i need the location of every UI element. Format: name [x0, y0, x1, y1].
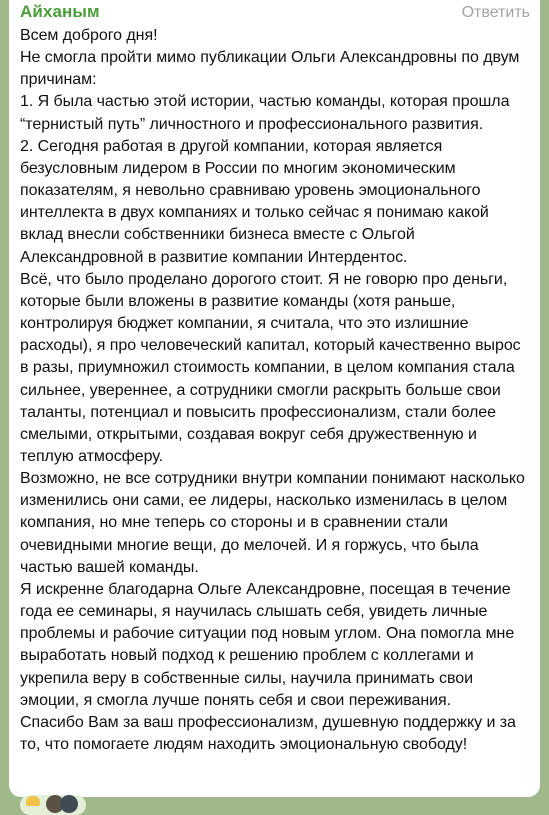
message-header [20, 2, 530, 24]
message-paragraph: Возможно, не все сотрудники внутри компании понимают насколько изменились они сами, ее лидеры, насколько изменилась в целом компания, но мне теперь со стороны и в сравнении стали очевидными многие вещи, до мелочей. И я горжусь, что была частью вашей команды. [20, 470, 525, 576]
message-paragraph: Спасибо Вам за ваш профессионализм, душевную поддержку и за то, что помогаете людям находить эмоциональную свободу! [20, 713, 516, 753]
thumbs-up-icon [26, 796, 40, 806]
message-paragraph: 1. Я была частью этой истории, частью команды, которая прошла “тернистый путь” личностного и профессионального развития. [20, 93, 510, 133]
reaction-pill[interactable] [20, 795, 86, 815]
reactions-bar[interactable] [20, 795, 90, 811]
message-bubble [9, 0, 540, 797]
message-paragraph: Всем доброго дня! [20, 27, 158, 44]
message-paragraph: Не смогла пройти мимо публикации Ольги Александровны по двум причинам: [20, 49, 520, 89]
message-paragraph: Всё, что было проделано дорогого стоит. Я не говорю про деньги, которые были вложены в развитие команды (хотя раньше, контролируя бюджет компании, я считала, что это излишние расходы), я про человеческий капитал, который качественно вырос в разы, приумножил стоимость компании, в целом компания стала сильнее, увереннее, а сотрудники смогли раскрыть больше свои таланты, потенциал и повысить профессионализм, стали более смелыми, открытыми, создавая вокруг себя дружественную и теплую атмосферу. [20, 270, 521, 465]
message-text [20, 25, 530, 756]
sender-name[interactable]: Айханым [20, 2, 100, 21]
reply-button[interactable]: Ответить [461, 4, 530, 21]
avatar [60, 795, 78, 813]
message-paragraph: Я искренне благодарна Ольге Александровне, посещая в течение года ее семинары, я научилась слышать себя, увидеть личные проблемы и рабочие ситуации под новым углом. Она помогла мне выработать новый подход к решению проблем с коллегами и укрепила веру в собственные силы, научила принимать свои эмоции, я смогла лучше понять себя и свои переживания. [20, 580, 515, 709]
message-paragraph: 2. Сегодня работая в другой компании, которая является безусловным лидером в России по многим экономическим показателям, я невольно сравниваю уровень эмоционального интеллекта в двух компаниях и только сейчас я понимаю какой вклад внесли собственники бизнеса вместе с Ольгой Александровной в развитие компании Интердентос. [20, 137, 489, 266]
